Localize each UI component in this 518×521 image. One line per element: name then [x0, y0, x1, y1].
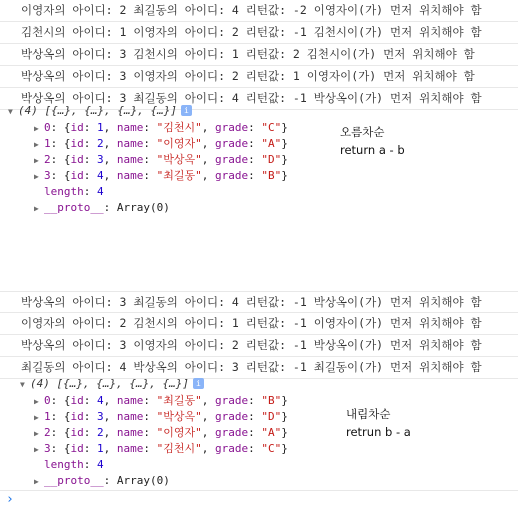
annotation-descending	[346, 405, 411, 441]
console-prompt-chevron-icon: ›	[6, 492, 14, 507]
array-object-descending	[0, 376, 518, 488]
item-index: 0	[44, 121, 51, 134]
expand-right-triangle-icon[interactable]: ▶	[34, 445, 39, 454]
console-log-line: 박상옥의 아이디: 3 이영자의 아이디: 2 리턴값: -1 박상옥이(가) 먼저 위치해야 함	[0, 335, 518, 357]
item-grade: "C"	[261, 442, 282, 455]
expand-right-triangle-icon[interactable]: ▶	[34, 429, 39, 438]
item-grade: "A"	[261, 426, 282, 439]
item-index: 3	[44, 169, 51, 182]
annotation-title: 내림차순	[346, 407, 391, 421]
item-grade: "B"	[261, 169, 282, 182]
array-item-row[interactable]: ▶ 2: {id: 3, name: "박상옥", grade: "D"}	[34, 152, 288, 168]
proto-value: Array(0)	[116, 201, 170, 214]
item-name: "김천시"	[156, 121, 202, 134]
item-grade: "D"	[261, 153, 282, 166]
expand-right-triangle-icon[interactable]: ▶	[34, 397, 39, 406]
expand-right-triangle-icon[interactable]: ▶	[34, 204, 39, 213]
array-length-row: length: 4	[44, 458, 104, 471]
proto-label: __proto__	[44, 201, 104, 214]
console-log-line: 이영자의 아이디: 2 최길동의 아이디: 4 리턴값: -2 이영자이(가) 먼저 위치해야 함	[0, 0, 518, 22]
length-value: 4	[97, 458, 104, 471]
annotation-ascending	[340, 123, 405, 159]
item-index: 1	[44, 137, 51, 150]
item-name: "이영자"	[156, 137, 202, 150]
item-id: 2	[97, 426, 104, 439]
console-log-line: 박상옥의 아이디: 3 이영자의 아이디: 2 리턴값: 1 이영자이(가) 먼저 위치해야 함	[0, 66, 518, 88]
array-summary-row[interactable]	[8, 103, 192, 119]
expand-right-triangle-icon[interactable]: ▶	[34, 124, 39, 133]
console-log-line: 박상옥의 아이디: 3 김천시의 아이디: 1 리턴값: 2 김천시이(가) 먼저 위치해야 함	[0, 44, 518, 66]
proto-value: Array(0)	[116, 474, 170, 487]
console-log-line: 박상옥의 아이디: 3 최길동의 아이디: 4 리턴값: -1 박상옥이(가) 먼저 위치해야 함	[0, 88, 518, 110]
item-id: 4	[97, 394, 104, 407]
item-index: 0	[44, 394, 51, 407]
array-proto-row[interactable]: ▶ __proto__: Array(0)	[34, 200, 170, 216]
item-id: 3	[97, 153, 104, 166]
expand-down-triangle-icon[interactable]: ▼	[8, 107, 13, 116]
array-item-row[interactable]: ▶ 3: {id: 1, name: "김천시", grade: "C"}	[34, 441, 288, 457]
expand-right-triangle-icon[interactable]: ▶	[34, 413, 39, 422]
array-proto-row[interactable]: ▶ __proto__: Array(0)	[34, 473, 170, 489]
expand-down-triangle-icon[interactable]: ▼	[20, 380, 25, 389]
console-log-line: 이영자의 아이디: 2 김천시의 아이디: 1 리턴값: -1 이영자이(가) 먼저 위치해야 함	[0, 313, 518, 335]
array-item-row[interactable]: ▶ 0: {id: 4, name: "최길동", grade: "B"}	[34, 393, 288, 409]
expand-right-triangle-icon[interactable]: ▶	[34, 156, 39, 165]
console-input[interactable]	[0, 490, 518, 510]
item-name: "박상옥"	[156, 153, 202, 166]
proto-label: __proto__	[44, 474, 104, 487]
item-name: "박상옥"	[156, 410, 202, 423]
info-icon[interactable]: i	[193, 378, 204, 389]
item-grade: "B"	[261, 394, 282, 407]
array-summary-row[interactable]	[20, 376, 204, 392]
array-item-row[interactable]: ▶ 1: {id: 2, name: "이영자", grade: "A"}	[34, 136, 288, 152]
item-id: 1	[97, 442, 104, 455]
item-name: "최길동"	[156, 169, 202, 182]
item-name: "이영자"	[156, 426, 202, 439]
item-name: "김천시"	[156, 442, 202, 455]
array-item-row[interactable]: ▶ 3: {id: 4, name: "최길동", grade: "B"}	[34, 168, 288, 184]
console-log-line: 김천시의 아이디: 1 이영자의 아이디: 2 리턴값: -1 김천시이(가) 먼저 위치해야 함	[0, 22, 518, 44]
item-index: 2	[44, 153, 51, 166]
item-grade: "A"	[261, 137, 282, 150]
array-item-row[interactable]: ▶ 0: {id: 1, name: "김천시", grade: "C"}	[34, 120, 288, 136]
item-index: 1	[44, 410, 51, 423]
item-grade: "D"	[261, 410, 282, 423]
annotation-code: retrun b - a	[346, 425, 411, 439]
annotation-code: return a - b	[340, 143, 405, 157]
expand-right-triangle-icon[interactable]: ▶	[34, 172, 39, 181]
array-summary: (4) [{…}, {…}, {…}, {…}]	[30, 377, 189, 390]
item-index: 2	[44, 426, 51, 439]
item-id: 4	[97, 169, 104, 182]
item-grade: "C"	[261, 121, 282, 134]
info-icon[interactable]: i	[181, 105, 192, 116]
length-value: 4	[97, 185, 104, 198]
length-label: length	[44, 458, 84, 471]
console-log-line: 박상옥의 아이디: 3 최길동의 아이디: 4 리턴값: -1 박상옥이(가) 먼저 위치해야 함	[0, 291, 518, 313]
array-item-row[interactable]: ▶ 1: {id: 3, name: "박상옥", grade: "D"}	[34, 409, 288, 425]
expand-right-triangle-icon[interactable]: ▶	[34, 477, 39, 486]
item-id: 2	[97, 137, 104, 150]
item-name: "최길동"	[156, 394, 202, 407]
array-summary: (4) [{…}, {…}, {…}, {…}]	[18, 104, 177, 117]
item-id: 3	[97, 410, 104, 423]
annotation-title: 오름차순	[340, 125, 385, 139]
array-length-row: length: 4	[44, 185, 104, 198]
length-label: length	[44, 185, 84, 198]
array-object-ascending	[0, 103, 518, 215]
item-index: 3	[44, 442, 51, 455]
console-log-line: 최길동의 아이디: 4 박상옥의 아이디: 3 리턴값: -1 최길동이(가) 먼저 위치해야 함	[0, 357, 518, 379]
expand-right-triangle-icon[interactable]: ▶	[34, 140, 39, 149]
array-item-row[interactable]: ▶ 2: {id: 2, name: "이영자", grade: "A"}	[34, 425, 288, 441]
item-id: 1	[97, 121, 104, 134]
